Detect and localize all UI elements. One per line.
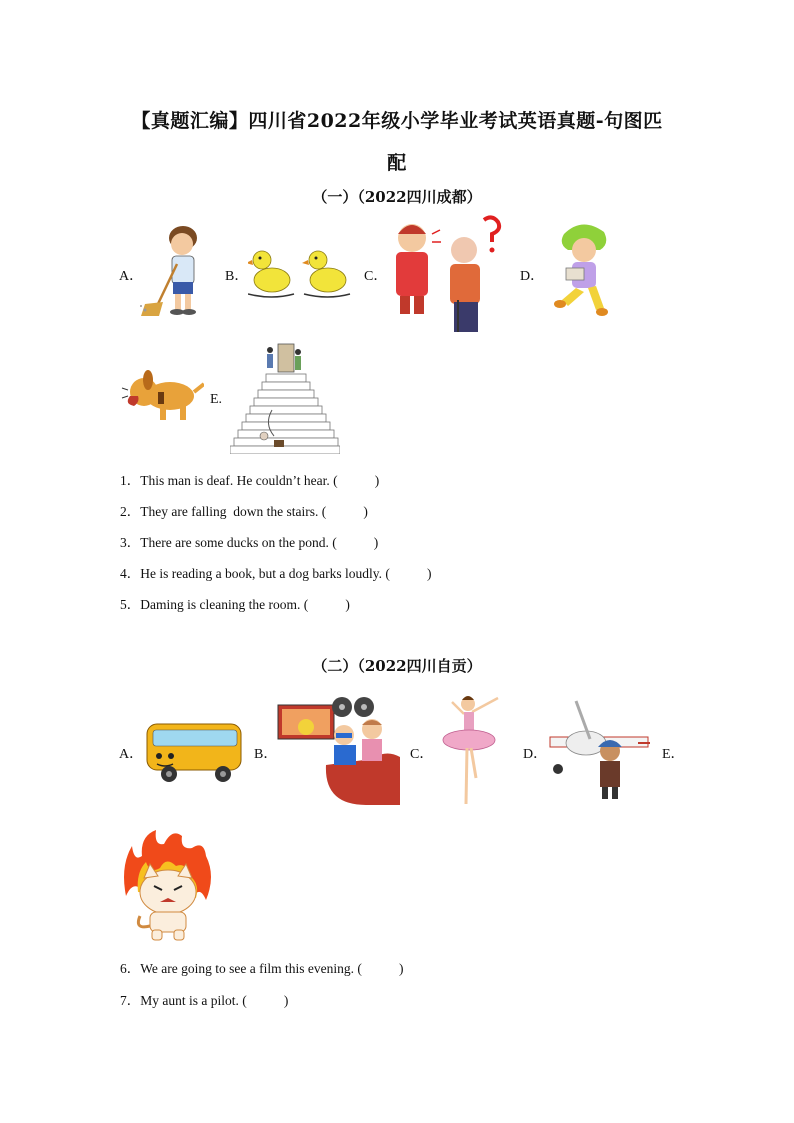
question-2: 2．They are falling down the stairs. ( ) xyxy=(120,504,368,519)
option-b2-label: B． xyxy=(254,747,278,762)
question-6: 6．We are going to see a film this evening. ( ) xyxy=(120,961,404,976)
option-d2-label: D． xyxy=(523,747,548,762)
document-title-line1: 【真题汇编】四川省2022年级小学毕业考试英语真题-句图匹 xyxy=(131,110,663,132)
section2-heading: （二）（2022四川自贡） xyxy=(312,657,482,675)
option-a-label: A． xyxy=(119,269,144,284)
angry-cat-picture xyxy=(120,826,216,944)
option-a2-label: A． xyxy=(119,747,144,762)
question-5: 5．Daming is cleaning the room. ( ) xyxy=(120,597,350,612)
bus-picture xyxy=(143,718,243,784)
watching-film-picture xyxy=(276,695,402,809)
barking-dog-picture xyxy=(120,366,204,426)
ducks-picture xyxy=(248,240,356,302)
option-c2-label: C． xyxy=(410,747,434,762)
option-b-label: B． xyxy=(225,269,249,284)
question-7: 7．My aunt is a pilot. ( ) xyxy=(120,993,289,1008)
ballerina-picture xyxy=(438,690,510,810)
boy-reading-picture xyxy=(548,220,618,320)
pilot-picture xyxy=(546,693,656,803)
question-1: 1．This man is deaf. He couldn’t hear. ( ) xyxy=(120,473,380,488)
boy-sweeping-picture xyxy=(135,224,215,320)
option-d-label: D． xyxy=(520,269,545,284)
document-title-line2: 配 xyxy=(387,152,407,174)
option-e2-label: E． xyxy=(662,747,685,762)
option-c-label: C． xyxy=(364,269,388,284)
section1-heading: （一）（2022四川成都） xyxy=(312,188,482,206)
falling-down-stairs-picture xyxy=(230,340,340,454)
option-e-label: E. xyxy=(210,392,223,407)
deaf-man-picture xyxy=(386,212,512,334)
question-4: 4．He is reading a book, but a dog barks loudly. ( ) xyxy=(120,566,432,581)
question-3: 3．There are some ducks on the pond. ( ) xyxy=(120,535,379,550)
